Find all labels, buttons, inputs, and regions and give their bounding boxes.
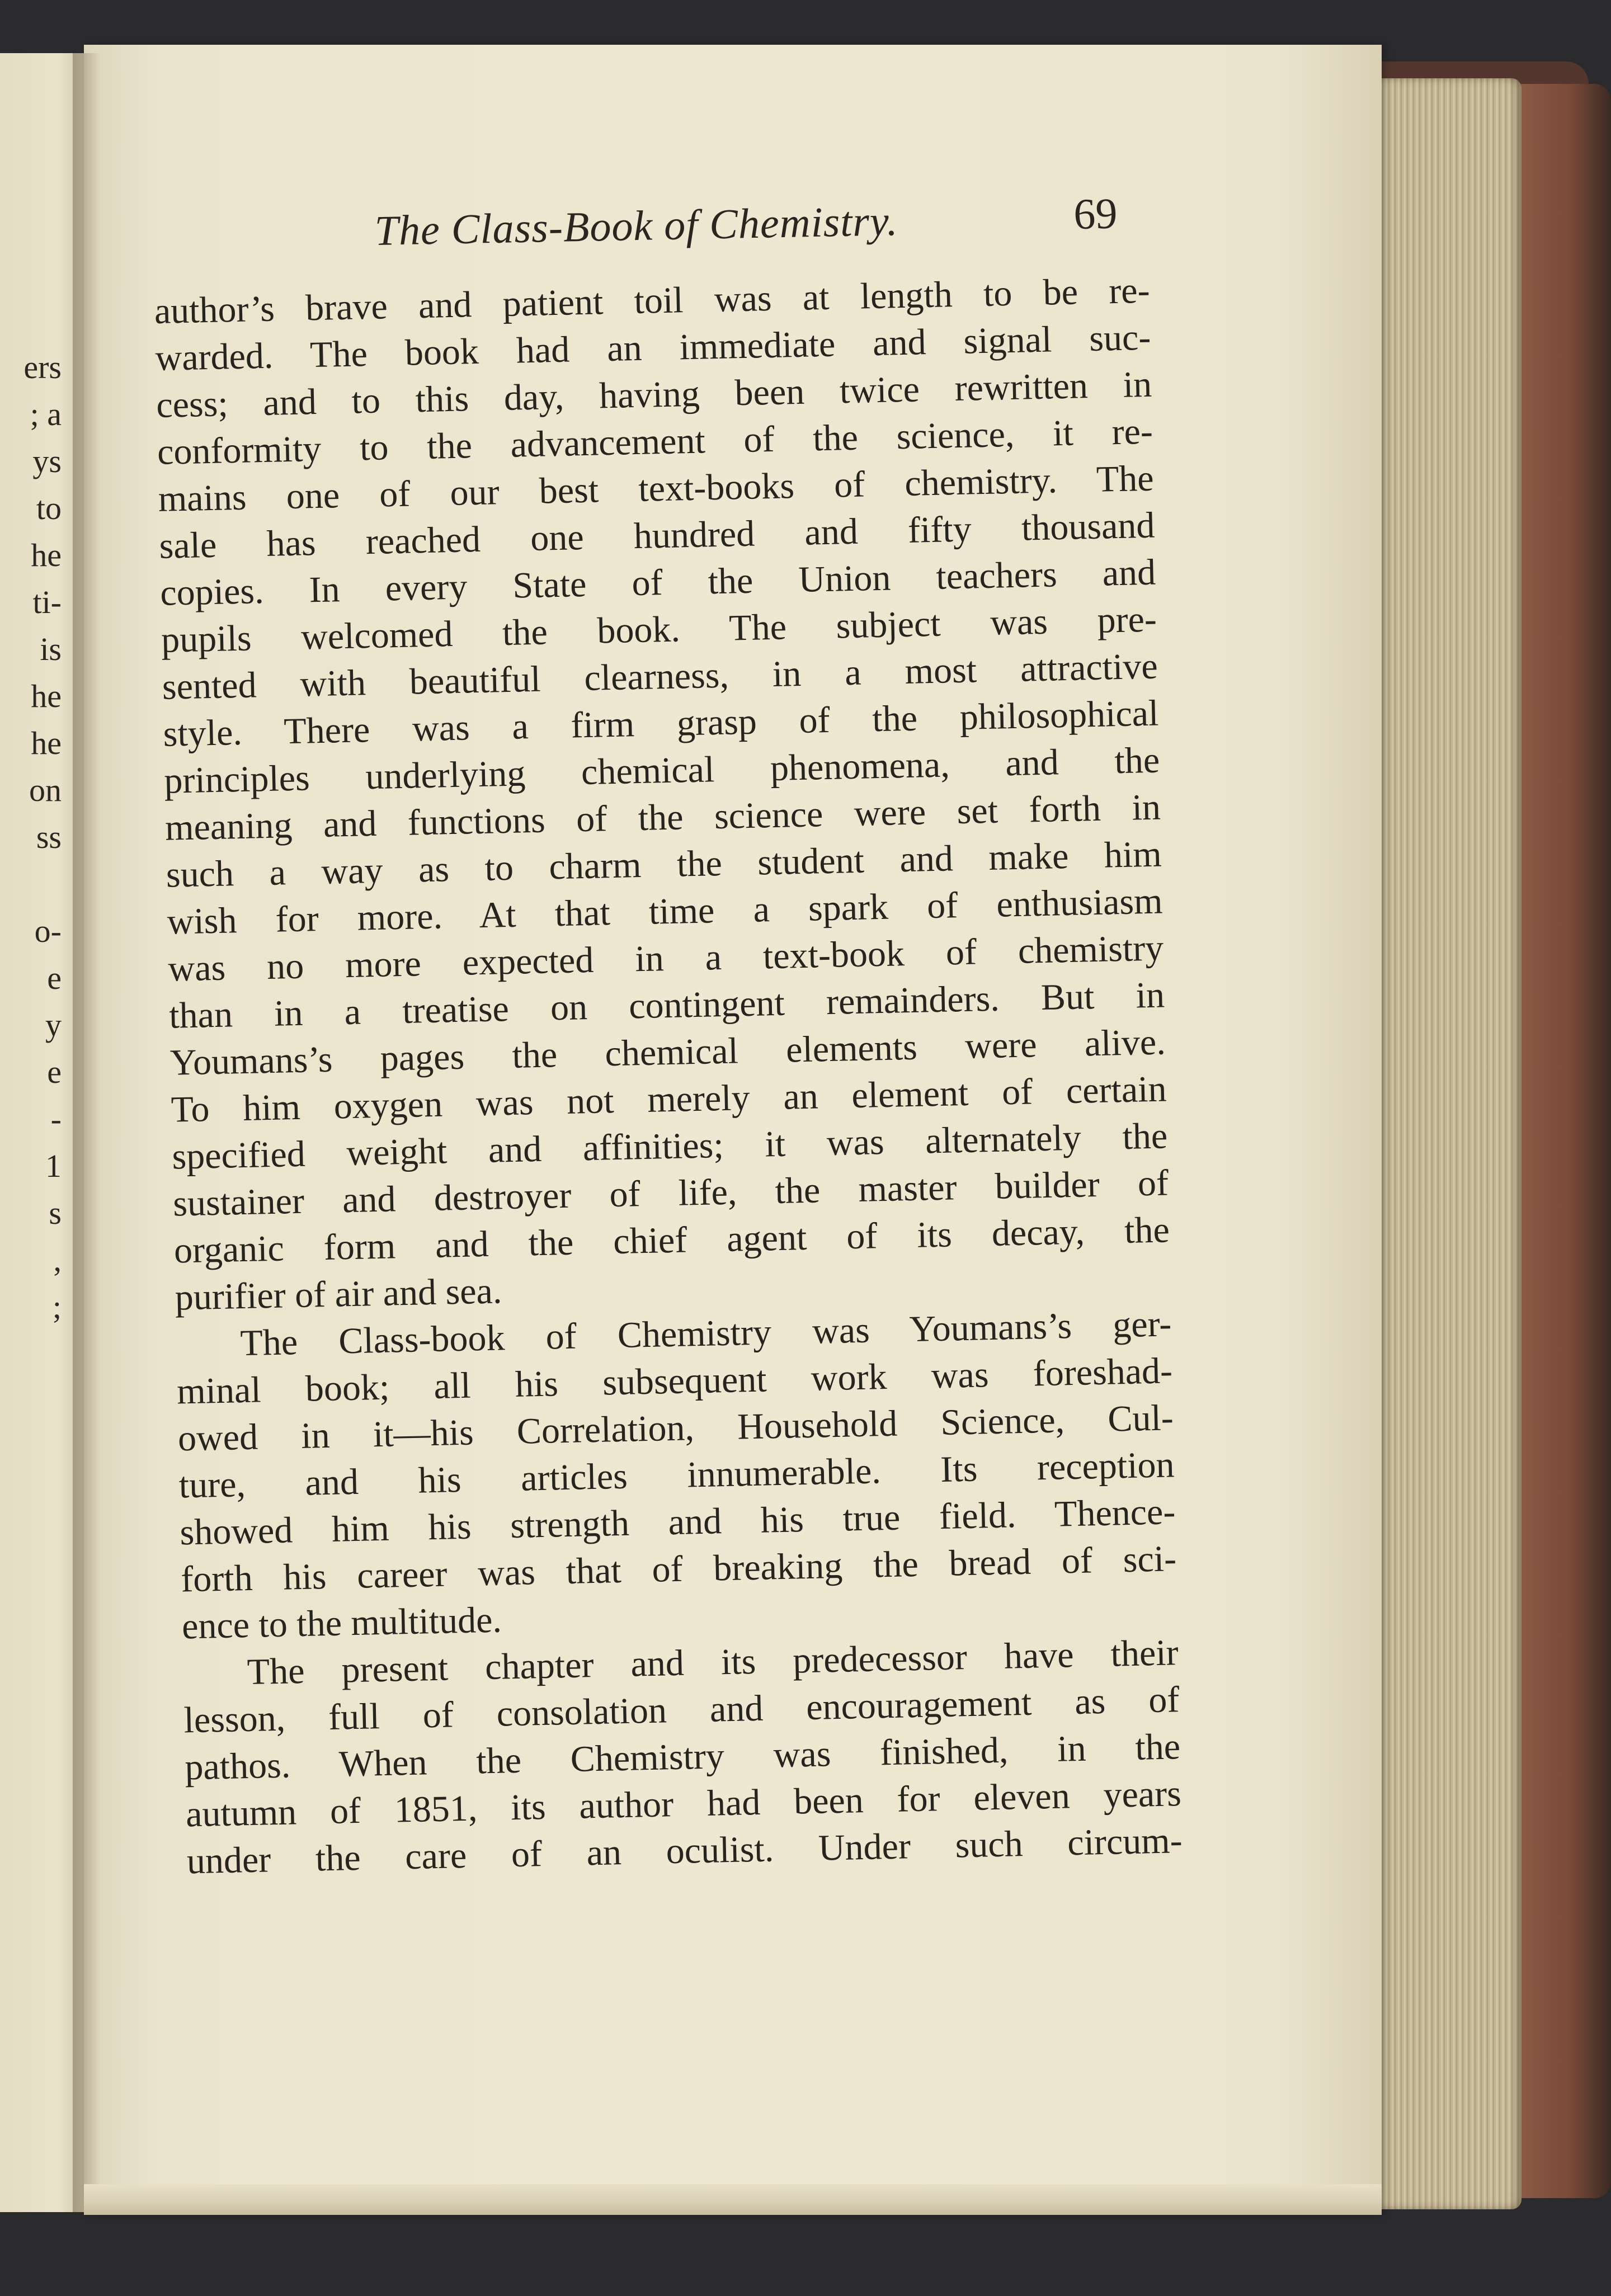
left-page-fragment: y xyxy=(45,1007,62,1043)
left-page-fragment: 1 xyxy=(45,1148,62,1184)
running-title: The Class-Book of Chemistry. xyxy=(374,197,899,254)
text-line: pupils welcomed the book. The subject was pre- xyxy=(161,598,1157,661)
text-line: autumn of 1851, its author had been for eleven years xyxy=(185,1773,1182,1835)
text-line: than in a treatise on contingent remainders. But in xyxy=(168,974,1165,1036)
body-text xyxy=(154,267,1183,1885)
text-line: meaning and functions of the science were set forth in xyxy=(164,786,1161,848)
left-page-fragment: he xyxy=(31,537,62,573)
text-line: conformity to the advancement of the science, it re- xyxy=(157,411,1153,473)
left-page-fragment: ys xyxy=(32,443,62,479)
left-page-fragment: , xyxy=(53,1242,62,1278)
text-line: author’s brave and patient toil was at length to be re- xyxy=(154,270,1151,332)
left-page-fragment: ers xyxy=(23,349,62,385)
text-line: To him oxygen was not merely an element of certain xyxy=(171,1068,1167,1130)
text-line: sustainer and destroyer of life, the master builder of xyxy=(172,1162,1169,1224)
text-line: The present chapter and its predecessor have their xyxy=(247,1632,1179,1693)
left-page-fragment: - xyxy=(50,1101,62,1137)
text-line: sented with beautiful clearness, in a most attractive xyxy=(162,645,1158,708)
text-line: was no more expected in a text-book of chemistry xyxy=(167,927,1164,989)
text-line: lesson, full of consolation and encouragement as of xyxy=(183,1679,1180,1741)
text-line: sale has reached one hundred and fifty thousand xyxy=(158,505,1156,567)
left-page-fragment: ti- xyxy=(32,584,62,620)
left-page-fragment: he xyxy=(31,678,62,714)
text-line: minal book; all his subsequent work was foreshad- xyxy=(176,1350,1173,1412)
text-line: ture, and his articles innumerable. Its reception xyxy=(178,1444,1175,1506)
text-line: pathos. When the Chemistry was finished, in the xyxy=(184,1726,1181,1788)
text-line: Youmans’s pages the chemical elements were alive. xyxy=(169,1021,1166,1083)
text-line: The Class-book of Chemistry was Youmans’s ger- xyxy=(239,1303,1172,1364)
text-line: under the care of an oculist. Under such circum- xyxy=(186,1820,1183,1882)
left-page-fragment: e xyxy=(47,960,62,996)
gutter-shadow xyxy=(73,53,101,2212)
left-page-fragment: ; a xyxy=(30,396,62,432)
left-page-text xyxy=(0,344,84,1331)
text-line: showed him his strength and his true field. Thence- xyxy=(179,1491,1176,1553)
left-page xyxy=(0,53,84,2212)
text-line: copies. In every State of the Union teachers and xyxy=(159,551,1156,614)
left-page-fragment: e xyxy=(47,1054,62,1090)
left-page-fragment: ss xyxy=(36,819,62,855)
text-line: owed in it—his Correlation, Household Science, Cul- xyxy=(177,1397,1174,1459)
page-bottom-edge xyxy=(84,2184,1382,2215)
text-line: cess; and to this day, having been twice rewritten in xyxy=(156,364,1152,426)
text-line: specified weight and affinities; it was alternately the xyxy=(171,1115,1168,1177)
text-line: style. There was a firm grasp of the philosophical xyxy=(162,692,1160,755)
text-line: purifier of air and sea. xyxy=(175,1270,503,1318)
left-page-fragment: he xyxy=(31,725,62,761)
text-line: forth his career was that of breaking the bread of sci- xyxy=(180,1538,1177,1600)
text-line: principles underlying chemical phenomena, and the xyxy=(163,739,1160,802)
text-line: ence to the multitude. xyxy=(181,1599,502,1647)
left-page-fragment xyxy=(0,861,84,908)
text-line: mains one of our best text-books of chemistry. The xyxy=(158,458,1155,520)
text-line: wish for more. At that time a spark of enthusiasm xyxy=(166,880,1164,942)
left-page-fragment: s xyxy=(49,1195,62,1231)
left-page-fragment: o- xyxy=(34,913,62,949)
text-line: warded. The book had an immediate and signal suc- xyxy=(154,317,1152,379)
left-page-fragment: ; xyxy=(52,1289,62,1325)
left-page-fragment: on xyxy=(29,772,62,808)
text-line: such a way as to charm the student and make him xyxy=(166,833,1162,895)
text-line: organic form and the chief agent of its decay, the xyxy=(173,1209,1170,1271)
left-page-fragment: to xyxy=(36,490,62,526)
page-number: 69 xyxy=(1073,188,1118,238)
left-page-fragment: is xyxy=(40,631,62,667)
